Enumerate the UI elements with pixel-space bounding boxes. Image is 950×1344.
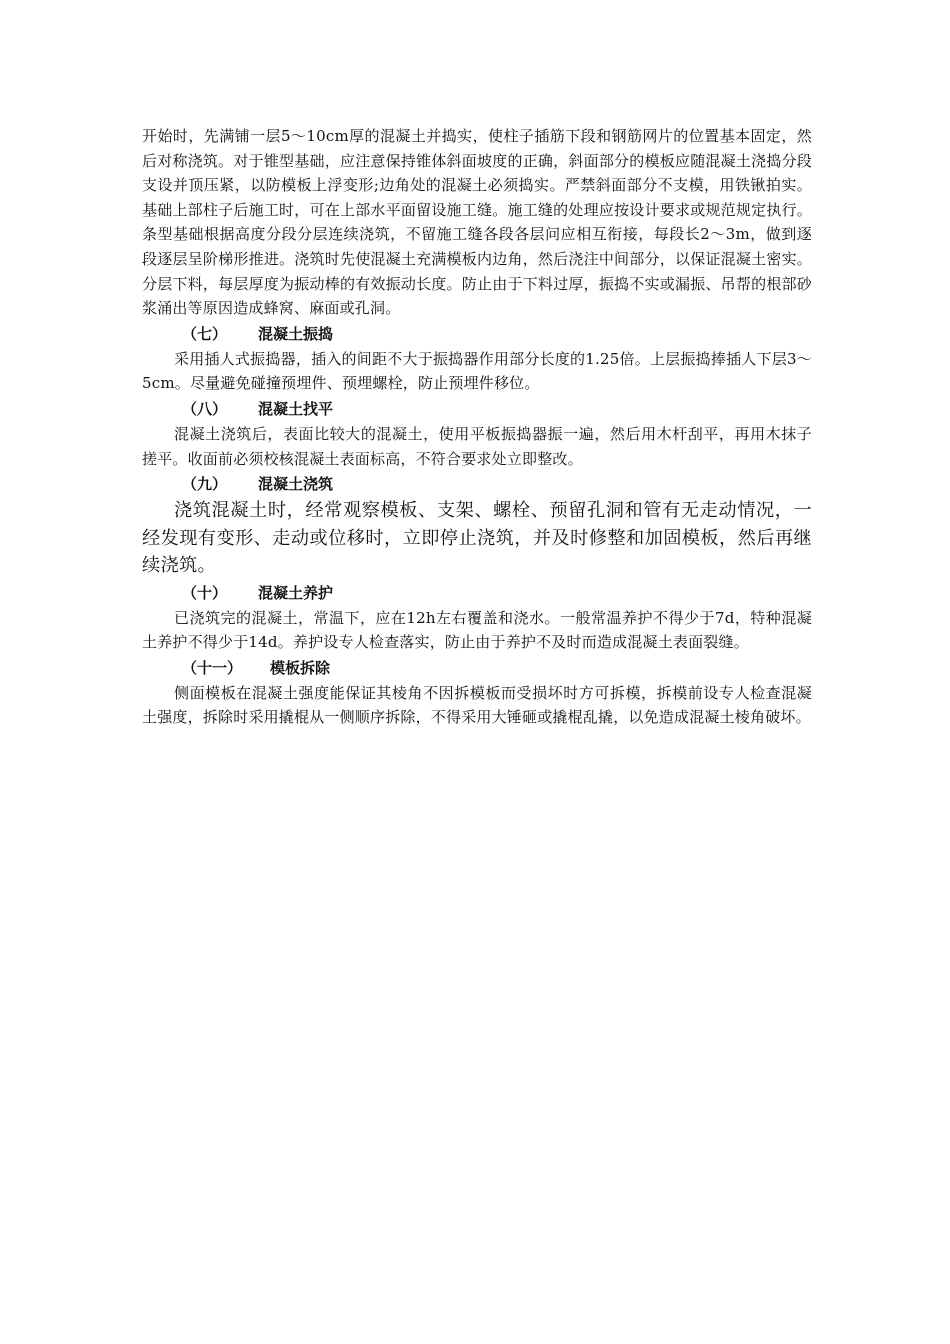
section-number-10: （十） — [182, 583, 228, 602]
section-heading-11 — [142, 655, 812, 681]
section-heading-10 — [142, 580, 812, 606]
section-body-9: 浇筑混凝土时，经常观察模板、支架、螺栓、预留孔洞和管有无走动情况，一经发现有变形、走动或位移时，立即停止浇筑，并及时修整和加固模板，然后再继续浇筑。 — [142, 500, 812, 577]
section-heading-7 — [142, 321, 812, 347]
section-title-7: 混凝土振捣 — [258, 324, 334, 343]
intro-paragraph: 开始时，先满铺一层5～10cm厚的混凝土并捣实，使柱子插筋下段和钢筋网片的位置基本固定，然后对称浇筑。对于锥型基础，应注意保持锥体斜面坡度的正确，斜面部分的模板应随混凝土浇捣分段支设并顶压紧，以防模板上浮变形;边角处的混凝土必须捣实。严禁斜面部分不支模，用铁锹拍实。基础上部柱子后施工时，可在上部水平面留设施工缝。施工缝的处理应按设计要求或规范规定执行。条型基础根据高度分段分层连续浇筑，不留施工缝各段各层问应相互衔接，每段长2～3m，做到逐段逐层呈阶梯形推进。浇筑时先使混凝土充满模板内边角，然后浇注中间部分，以保证混凝土密实。分层下料，每层厚度为振动棒的有效振动长度。防止由于下料过厚，振捣不实或漏振、吊帮的根部砂浆涌出等原因造成蜂窝、麻面或孔洞。 — [142, 127, 812, 318]
section-number-8: （八） — [182, 399, 228, 418]
section-number-9: （九） — [182, 475, 228, 494]
section-title-11: 模板拆除 — [270, 658, 331, 677]
section-body-8: 混凝土浇筑后，表面比较大的混凝土，使用平板振捣器振一遍，然后用木杆刮平，再用木抹子搓平。收面前必须校核混凝土表面标高，不符合要求处立即整改。 — [142, 424, 812, 468]
section-title-9: 混凝土浇筑 — [258, 475, 334, 494]
section-heading-8 — [142, 396, 812, 422]
section-number-7: （七） — [182, 324, 228, 343]
section-heading-9 — [142, 471, 812, 497]
section-body-10: 已浇筑完的混凝土，常温下，应在12h左右覆盖和浇水。一般常温养护不得少于7d，特种混凝土养护不得少于14d。养护设专人检查落实，防止由于养护不及时而造成混凝土表面裂缝。 — [142, 608, 812, 652]
section-title-10: 混凝土养护 — [258, 583, 334, 602]
section-body-7: 采用插人式振捣器，插入的间距不大于振捣器作用部分长度的1.25倍。上层振捣捧插人下层3～5cm。尽量避免碰撞预埋件、预埋螺栓，防止预埋件移位。 — [142, 349, 812, 393]
section-number-11: （十一） — [182, 658, 243, 677]
section-body-11: 侧面模板在混凝土强度能保证其棱角不因拆模板而受损坏时方可拆模，拆模前设专人检查混凝土强度，拆除时采用撬棍从一侧顺序拆除，不得采用大锤砸或撬棍乱撬，以免造成混凝土棱角破坏。 — [142, 683, 812, 727]
section-title-8: 混凝土找平 — [258, 399, 334, 418]
document-page — [142, 124, 812, 730]
